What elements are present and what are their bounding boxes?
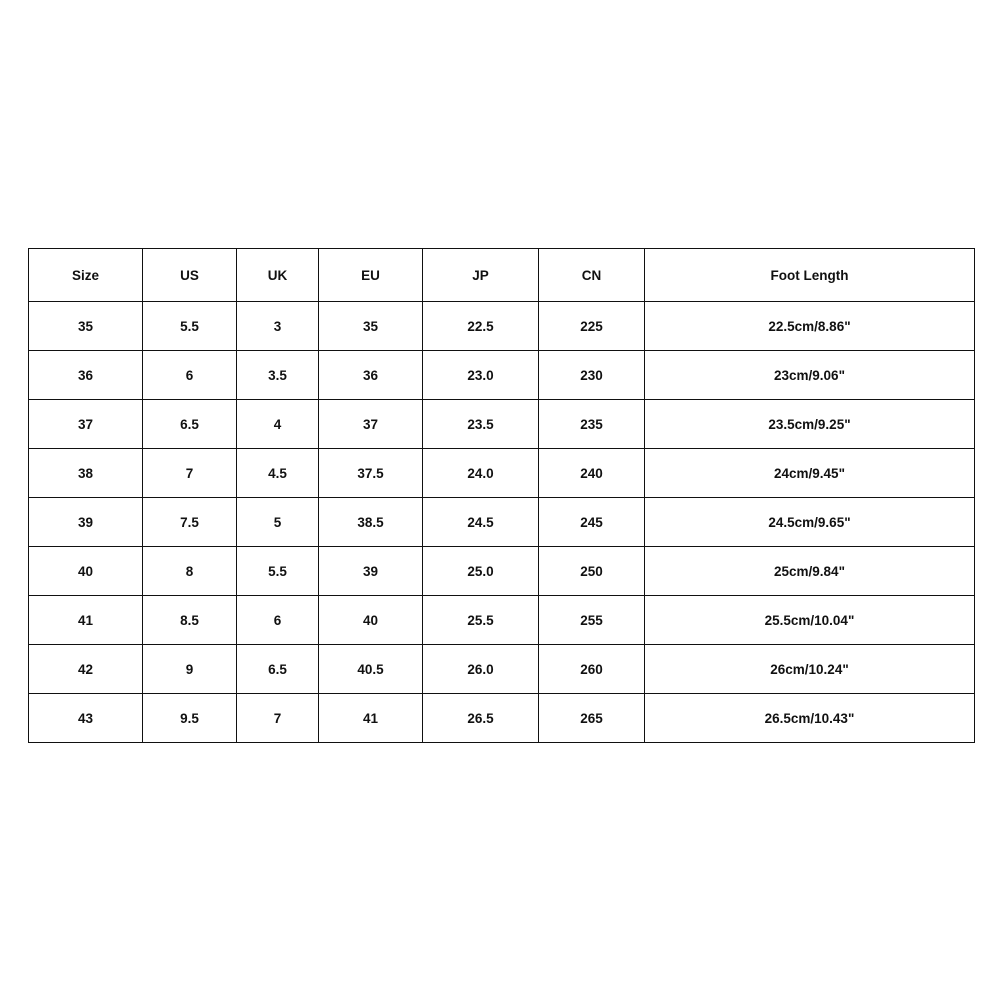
cell-us: 6 [143, 351, 237, 400]
cell-eu: 39 [319, 547, 423, 596]
cell-foot-length: 26.5cm/10.43" [645, 694, 975, 743]
column-header-size: Size [29, 249, 143, 302]
cell-jp: 22.5 [423, 302, 539, 351]
cell-uk: 3 [237, 302, 319, 351]
cell-foot-length: 23cm/9.06" [645, 351, 975, 400]
cell-uk: 6.5 [237, 645, 319, 694]
table-body [29, 302, 975, 743]
cell-eu: 36 [319, 351, 423, 400]
cell-uk: 4 [237, 400, 319, 449]
cell-size: 40 [29, 547, 143, 596]
table-row [29, 351, 975, 400]
cell-uk: 4.5 [237, 449, 319, 498]
cell-us: 9.5 [143, 694, 237, 743]
cell-size: 38 [29, 449, 143, 498]
cell-cn: 265 [539, 694, 645, 743]
cell-eu: 40 [319, 596, 423, 645]
cell-jp: 23.5 [423, 400, 539, 449]
cell-jp: 26.5 [423, 694, 539, 743]
cell-size: 37 [29, 400, 143, 449]
cell-uk: 3.5 [237, 351, 319, 400]
cell-uk: 6 [237, 596, 319, 645]
column-header-foot-length: Foot Length [645, 249, 975, 302]
table-row [29, 302, 975, 351]
cell-cn: 225 [539, 302, 645, 351]
cell-jp: 25.0 [423, 547, 539, 596]
cell-foot-length: 24cm/9.45" [645, 449, 975, 498]
cell-cn: 260 [539, 645, 645, 694]
cell-size: 35 [29, 302, 143, 351]
cell-uk: 5 [237, 498, 319, 547]
cell-cn: 240 [539, 449, 645, 498]
table-header-row [29, 249, 975, 302]
cell-jp: 24.0 [423, 449, 539, 498]
column-header-us: US [143, 249, 237, 302]
cell-us: 6.5 [143, 400, 237, 449]
cell-us: 7 [143, 449, 237, 498]
column-header-cn: CN [539, 249, 645, 302]
cell-cn: 230 [539, 351, 645, 400]
table-row [29, 694, 975, 743]
cell-us: 8 [143, 547, 237, 596]
cell-uk: 5.5 [237, 547, 319, 596]
cell-us: 8.5 [143, 596, 237, 645]
cell-jp: 23.0 [423, 351, 539, 400]
table-header [29, 249, 975, 302]
table-row [29, 547, 975, 596]
cell-cn: 250 [539, 547, 645, 596]
cell-foot-length: 23.5cm/9.25" [645, 400, 975, 449]
cell-cn: 255 [539, 596, 645, 645]
cell-eu: 37 [319, 400, 423, 449]
table-row [29, 645, 975, 694]
cell-jp: 25.5 [423, 596, 539, 645]
table-row [29, 498, 975, 547]
cell-jp: 24.5 [423, 498, 539, 547]
cell-us: 9 [143, 645, 237, 694]
cell-us: 5.5 [143, 302, 237, 351]
cell-eu: 40.5 [319, 645, 423, 694]
cell-us: 7.5 [143, 498, 237, 547]
cell-size: 42 [29, 645, 143, 694]
cell-size: 39 [29, 498, 143, 547]
cell-foot-length: 25cm/9.84" [645, 547, 975, 596]
column-header-uk: UK [237, 249, 319, 302]
cell-cn: 245 [539, 498, 645, 547]
cell-size: 43 [29, 694, 143, 743]
size-chart-table [28, 248, 975, 743]
size-chart-container [28, 248, 974, 743]
cell-size: 36 [29, 351, 143, 400]
cell-uk: 7 [237, 694, 319, 743]
cell-jp: 26.0 [423, 645, 539, 694]
cell-eu: 41 [319, 694, 423, 743]
cell-eu: 37.5 [319, 449, 423, 498]
table-row [29, 449, 975, 498]
cell-eu: 38.5 [319, 498, 423, 547]
cell-foot-length: 24.5cm/9.65" [645, 498, 975, 547]
table-row [29, 400, 975, 449]
cell-foot-length: 22.5cm/8.86" [645, 302, 975, 351]
column-header-eu: EU [319, 249, 423, 302]
cell-foot-length: 26cm/10.24" [645, 645, 975, 694]
cell-foot-length: 25.5cm/10.04" [645, 596, 975, 645]
cell-size: 41 [29, 596, 143, 645]
cell-eu: 35 [319, 302, 423, 351]
table-row [29, 596, 975, 645]
cell-cn: 235 [539, 400, 645, 449]
column-header-jp: JP [423, 249, 539, 302]
